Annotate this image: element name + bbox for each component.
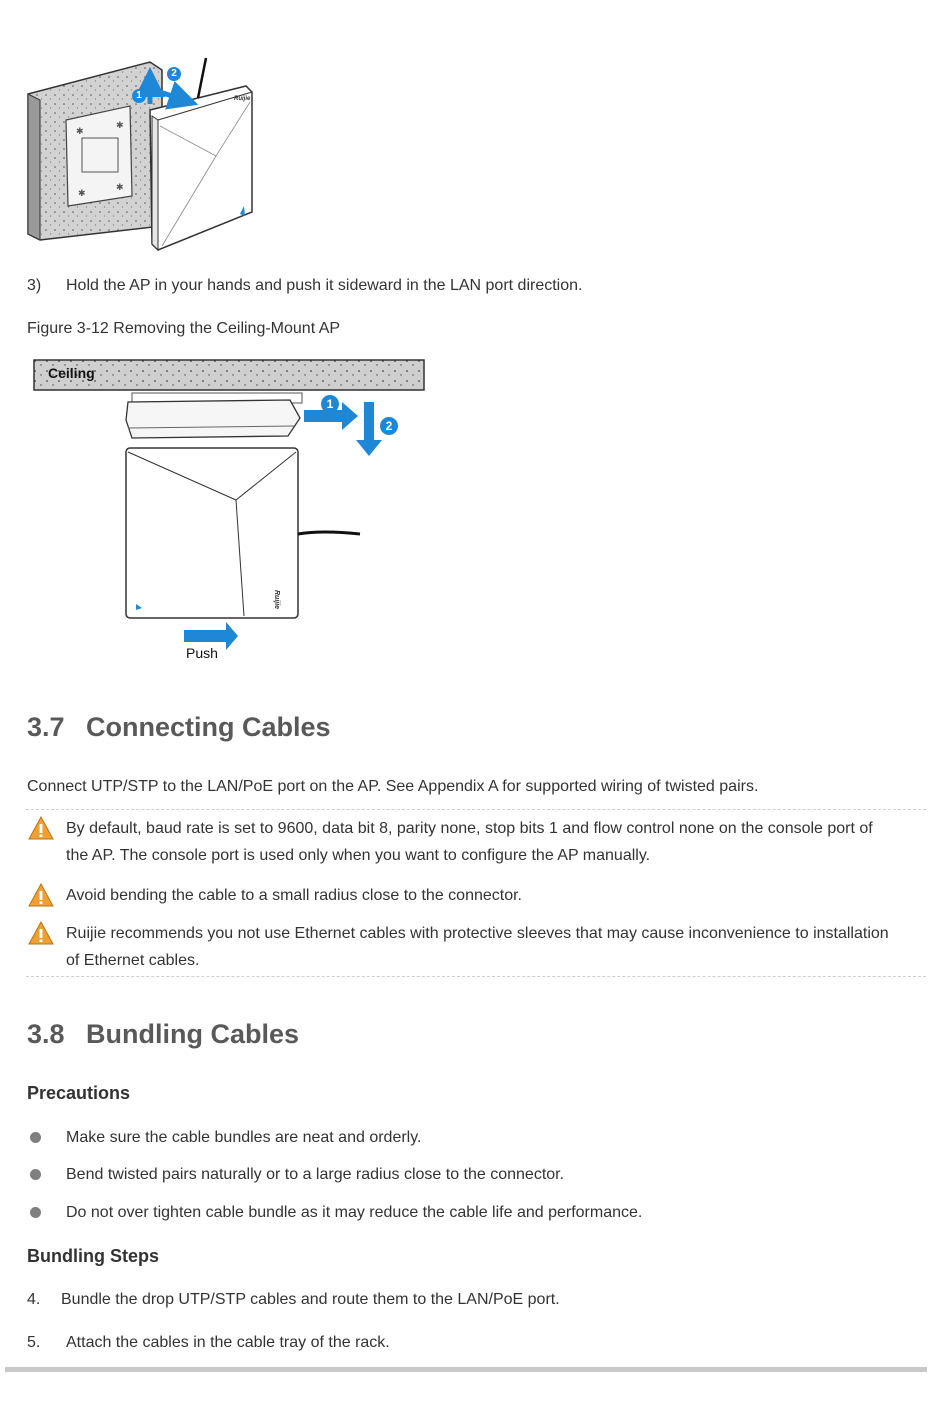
bullet-icon bbox=[30, 1132, 41, 1143]
bullet-icon bbox=[30, 1169, 41, 1180]
ceiling-figure-brand: Ruijie bbox=[273, 590, 280, 610]
warning-icon bbox=[28, 883, 54, 907]
svg-text:✱: ✱ bbox=[78, 189, 86, 199]
svg-text:✱: ✱ bbox=[116, 183, 124, 193]
step-4-number: 4. bbox=[27, 1291, 41, 1308]
step-3-text: Hold the AP in your hands and push it sideward in the LAN port direction. bbox=[66, 277, 583, 294]
warning-icon bbox=[28, 816, 54, 840]
precautions-heading: Precautions bbox=[27, 1083, 131, 1103]
svg-text:✱: ✱ bbox=[116, 121, 124, 131]
step-5-number: 5. bbox=[27, 1334, 41, 1351]
step-3-number: 3) bbox=[27, 277, 42, 294]
ceiling-ap-figure bbox=[32, 358, 432, 668]
wall-figure-marker-2: 2 bbox=[167, 67, 181, 81]
step-5-text: Attach the cables in the cable tray of the rack. bbox=[66, 1334, 390, 1351]
figure-caption: Figure 3-12 Removing the Ceiling-Mount AP bbox=[27, 320, 341, 337]
svg-text:✱: ✱ bbox=[76, 127, 84, 137]
section-3-8-title: Bundling Cables bbox=[86, 1019, 300, 1049]
caution-1-line-1: By default, baud rate is set to 9600, data bit 8, parity none, stop bits 1 and flow control none on the console port of bbox=[66, 820, 873, 837]
caution-top-divider bbox=[26, 809, 926, 810]
caution-3-line-1: Ruijie recommends you not use Ethernet cables with protective sleeves that may cause inconvenience to installation bbox=[66, 925, 889, 942]
caution-2-line-1: Avoid bending the cable to a small radius close to the connector. bbox=[66, 887, 522, 904]
wall-mount-ap-figure bbox=[26, 56, 266, 256]
footer-rule bbox=[5, 1367, 927, 1372]
ceiling-figure-marker-2: 2 bbox=[380, 417, 398, 435]
precaution-item: Bend twisted pairs naturally or to a large radius close to the connector. bbox=[66, 1166, 565, 1183]
warning-icon bbox=[28, 921, 54, 945]
section-3-7-number: 3.7 bbox=[27, 712, 65, 742]
ceiling-label: Ceiling bbox=[48, 365, 95, 381]
caution-3-line-2: of Ethernet cables. bbox=[66, 952, 200, 969]
ceiling-figure-marker-1: 1 bbox=[321, 395, 339, 413]
step-4-text: Bundle the drop UTP/STP cables and route them to the LAN/PoE port. bbox=[61, 1291, 560, 1308]
section-3-8-number: 3.8 bbox=[27, 1019, 65, 1049]
caution-1-line-2: the AP. The console port is used only when you want to configure the AP manually. bbox=[66, 847, 651, 864]
bullet-icon bbox=[30, 1207, 41, 1218]
section-3-7-intro: Connect UTP/STP to the LAN/PoE port on the AP. See Appendix A for supported wiring of twisted pairs. bbox=[27, 778, 759, 795]
precaution-item: Do not over tighten cable bundle as it may reduce the cable life and performance. bbox=[66, 1204, 643, 1221]
wall-figure-brand: Ruijie bbox=[234, 96, 251, 102]
caution-bottom-divider bbox=[26, 976, 926, 977]
push-label: Push bbox=[186, 645, 218, 661]
section-3-7-title: Connecting Cables bbox=[86, 712, 331, 742]
bundling-steps-heading: Bundling Steps bbox=[27, 1246, 159, 1266]
wall-figure-marker-1: 1 bbox=[132, 89, 146, 103]
precaution-item: Make sure the cable bundles are neat and orderly. bbox=[66, 1129, 422, 1146]
